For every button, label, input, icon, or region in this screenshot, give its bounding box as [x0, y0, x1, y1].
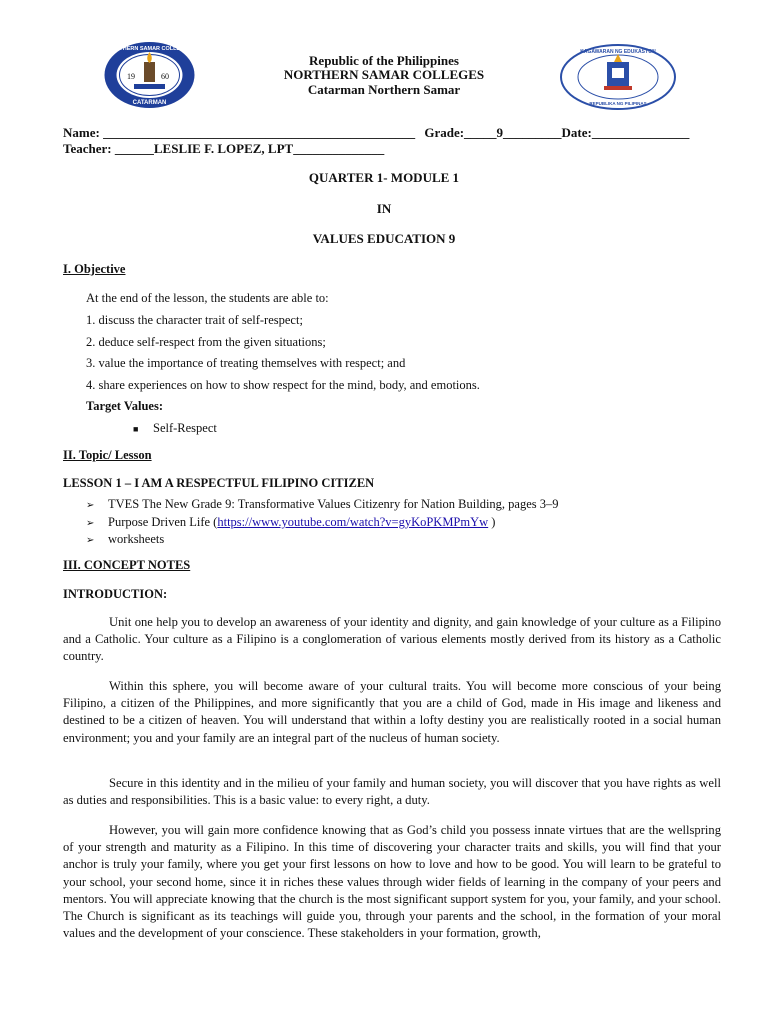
- youtube-link[interactable]: https://www.youtube.com/watch?v=gyKoPKMPmYw: [217, 515, 489, 529]
- objective-item: 2. deduce self-respect from the given situations;: [86, 335, 326, 349]
- arrow-bullet-icon: ➢: [86, 535, 95, 546]
- body-paragraph: Secure in this identity and in the milieu of your family and human society, you will discover that you have rights as well as duties and responsibilities. This is a basic value: to every right, a duty.: [63, 776, 721, 808]
- reference-item: [86, 515, 495, 530]
- teacher-field-row: [63, 141, 384, 157]
- reference-text: Purpose Driven Life (: [108, 515, 218, 529]
- deped-bottom-text: REPUBLIKA NG PILIPINAS: [589, 101, 647, 106]
- body-paragraph: However, you will gain more confidence knowing that as God’s child you possess innate virtues that are the wellspring of your strength and maturity as a Filipino. In this time of discovering your character traits and skills, you will find that your anchor is truly your family, where you get your first lessons on how to love and how to be good. You will learn to be grateful to your school, your second home, since it in riches these values through wider fields of learning in the company of your peers and mentors. You will appreciate knowing that the church is the most significant support system for you, your family, and your school. The Church is significant as its teachings will guide you, through your parents and the school, in the formation of your moral values and the development of your conscience. These stakeholders in your formation, growth,: [63, 823, 721, 941]
- reference-item: [86, 532, 164, 547]
- teacher-label: Teacher:: [63, 141, 112, 156]
- introduction-heading: INTRODUCTION:: [63, 587, 168, 601]
- objective-intro: At the end of the lesson, the students are able to:: [86, 291, 329, 305]
- objective-item: 1. discuss the character trait of self-respect;: [86, 313, 303, 327]
- seal-bottom-text: CATARMAN: [132, 100, 167, 106]
- grade-field[interactable]: _____9_________: [464, 125, 562, 140]
- date-label: Date:: [561, 125, 592, 140]
- seal-ring-text: NORTHERN SAMAR COLLEGES: [107, 46, 192, 52]
- target-value-text: Self-Respect: [153, 421, 217, 435]
- reference-text: TVES The New Grade 9: Transformative Values Citizenry for Nation Building, pages 3–9: [108, 497, 559, 511]
- body-paragraph: Within this sphere, you will become aware of your cultural traits. You will become more conscious of your being Filipino, a citizen of the Philippines, and more significantly that you are a child of God, made in His image and likeness and destined to be a citizen of heaven. You will understand that within a lofty destiny you are realistically rooted in a social human environment; you and your family are an integral part of the nucleus of human society.: [63, 679, 721, 745]
- grade-label: Grade:: [424, 125, 465, 140]
- module-title-in: IN: [376, 201, 392, 216]
- concept-heading: III. CONCEPT NOTES: [63, 558, 191, 572]
- topic-heading: II. Topic/ Lesson: [63, 448, 152, 462]
- objective-heading: I. Objective: [63, 262, 126, 276]
- target-values-label: Target Values:: [86, 399, 163, 413]
- objective-item: 4. share experiences on how to show respect for the mind, body, and emotions.: [86, 378, 480, 392]
- deped-ring-text: KAGAWARAN NG EDUKASYON: [580, 49, 656, 55]
- body-paragraph: Unit one help you to develop an awareness of your identity and dignity, and gain knowledge of your culture as a Filipino and a Catholic. Your culture as a Filipino is a conglomeration of various elements mostly derived from its history as a Catholic country.: [63, 615, 721, 664]
- reference-text: worksheets: [108, 532, 165, 546]
- name-field[interactable]: ________________________________________________: [103, 125, 416, 140]
- target-value-item: [133, 421, 217, 436]
- reference-text-suffix: ): [488, 515, 496, 529]
- lesson-title: LESSON 1 – I AM A RESPECTFUL FILIPINO CITIZEN: [63, 476, 375, 490]
- arrow-bullet-icon: ➢: [86, 518, 95, 529]
- arrow-bullet-icon: ➢: [86, 500, 95, 511]
- objective-item: 3. value the importance of treating themselves with respect; and: [86, 356, 406, 370]
- header-republic: Republic of the Philippines: [309, 53, 459, 68]
- teacher-value: ______LESLIE F. LOPEZ, LPT______________: [114, 141, 385, 156]
- header-location: Catarman Northern Samar: [307, 82, 461, 97]
- seal-year-right: 60: [161, 72, 169, 81]
- name-label: Name:: [63, 125, 100, 140]
- date-field[interactable]: _______________: [591, 125, 690, 140]
- name-field-row: [63, 125, 689, 141]
- reference-item: [86, 497, 559, 512]
- subject-title: VALUES EDUCATION 9: [312, 231, 456, 246]
- seal-year-left: 19: [127, 72, 135, 81]
- bullet-icon: ■: [133, 424, 139, 434]
- header-school: NORTHERN SAMAR COLLEGES: [283, 67, 485, 82]
- module-title: QUARTER 1- MODULE 1: [308, 170, 460, 185]
